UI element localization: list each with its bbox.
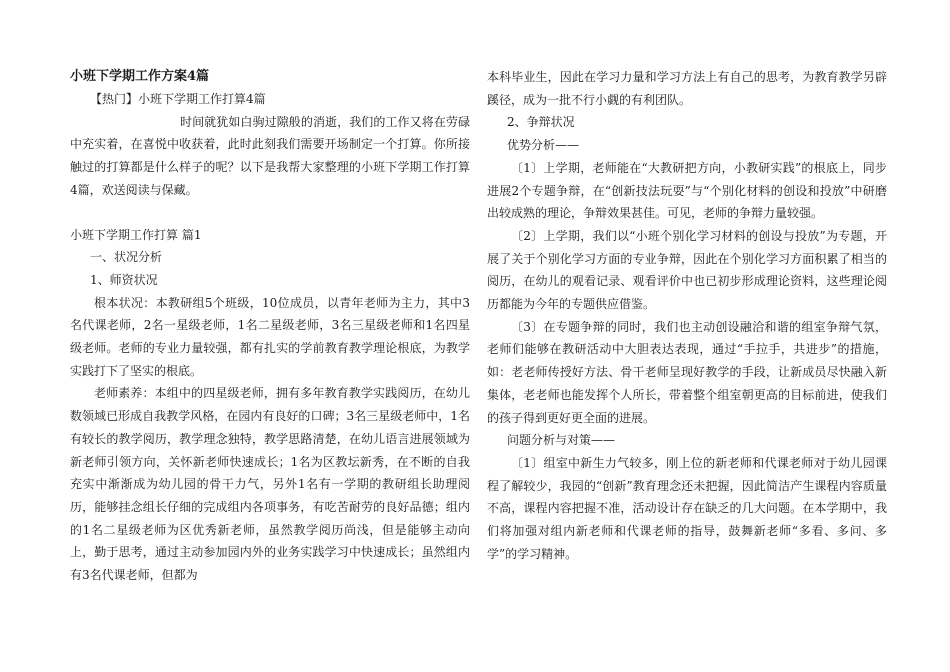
spacer [70,202,470,224]
paragraph-problem-1: 〔1〕组室中新生力气较多，刚上位的新老师和代课老师对于幼儿园课程了解较少，我园的“创新”教育理念还未把握，因此简洁产生课程内容质量不高，课程内容把握不准，活动设计存在缺乏的几大问题。在本学期中，我们将加强对组内新老师和代课老师的指导，鼓舞新老师“多看、多问、多学”的学习精神。 [487,455,887,561]
paragraph-strength-2: 〔2〕上学期，我们以“小班个别化学习材料的创设与投放”为专题，开展了关于个别化学习方面的专业争辩，因此在个别化学习方面积累了相当的阅历，在幼儿的观看记录、观看评价中也已初步形成理论资料，这些理论阅历都能为今年的专题供应借鉴。 [487,228,887,312]
document-title: 小班下学期工作方案4篇 [70,69,210,84]
paragraph-continuation: 本科毕业生，因此在学习力量和学习方法上有自己的思考，为教育教学另辟蹊径，成为一批不行小觑的有利团队。 [487,70,887,107]
paragraph-strength-3: 〔3〕在专题争辩的同时，我们也主动创设融洽和谐的组室争辩气氛，老师们能够在教研活动中大胆表达表现，通过“手拉手，共进步”的措施，如：老老师传授好方法、骨干老师呈现好教学的手段，让新成员尽快融入新集体，老老师也能发挥个人所长，带着整个组室朝更高的目标前进，使我们的孩子得到更好更全面的进展。 [487,319,887,425]
right-column [487,66,887,565]
heading-problem-analysis: 问题分析与对策—— [507,433,616,448]
heading-teacher-status: 1、师资状况 [90,272,158,287]
paragraph-teacher-quality: 老师素养：本组中的四星级老师，拥有多年教育教学实践阅历，在幼儿数领域已形成自我教学风格，在园内有良好的口碑；3名三星级老师中，1名有较长的教学阅历，教学理念独特，教学思路清楚，在幼儿语言进展领域为新老师引领方向，关怀新老师快速成长；1名为区教坛新秀，在不断的自我充实中渐渐成为幼儿园的骨干力气，另外1名有一学期的教研组长助理阅历，能够挂念组长仔细的完成组内各项事务，有吃苦耐劳的良好品德；组内的1名二星级老师为区优秀新老师，虽然教学阅历尚浅，但是能够主动向上，勤于思考，通过主动参加园内外的业务实践学习中快速成长；虽然组内有3名代课老师，但都为 [70,386,470,583]
heading-strength-analysis: 优势分析—— [507,138,580,153]
paragraph-strength-1: 〔1〕上学期，老师能在“大教研把方向，小教研实践”的根底上，同步进展2个专题争辩，在“创新技法玩耍”与“个别化材料的创设和投放”中研磨出较成熟的理论，争辩效果甚佳。可见，老师的争辩力量较强。 [487,160,887,221]
heading-situation-analysis: 一、状况分析 [90,250,163,265]
intro-paragraph: 时间就犹如白驹过隙般的消逝，我们的工作又将在劳碌中充实着，在喜悦中收获着，此时此刻我们需要开场制定一个打算。你所接触过的打算都是什么样子的呢？以下是我帮大家整理的小班下学期工作打算4篇，欢送阅读与保藏。 [70,114,470,197]
section-title: 小班下学期工作打算 篇1 [70,227,202,242]
heading-research-status: 2、争辩状况 [507,115,575,130]
paragraph-basic-status: 根本状况：本教研组5个班级，10位成员，以青年老师为主力，其中3名代课老师，2名一星级老师，1名二星级老师，3名三星级老师和1名四星级老师。老师的专业力量较强，都有扎实的学前教育教学理论根底，为教学实践打下了坚实的根底。 [70,295,470,378]
document-subtitle: 【热门】小班下学期工作打算4篇 [90,92,266,106]
left-column [70,66,470,587]
